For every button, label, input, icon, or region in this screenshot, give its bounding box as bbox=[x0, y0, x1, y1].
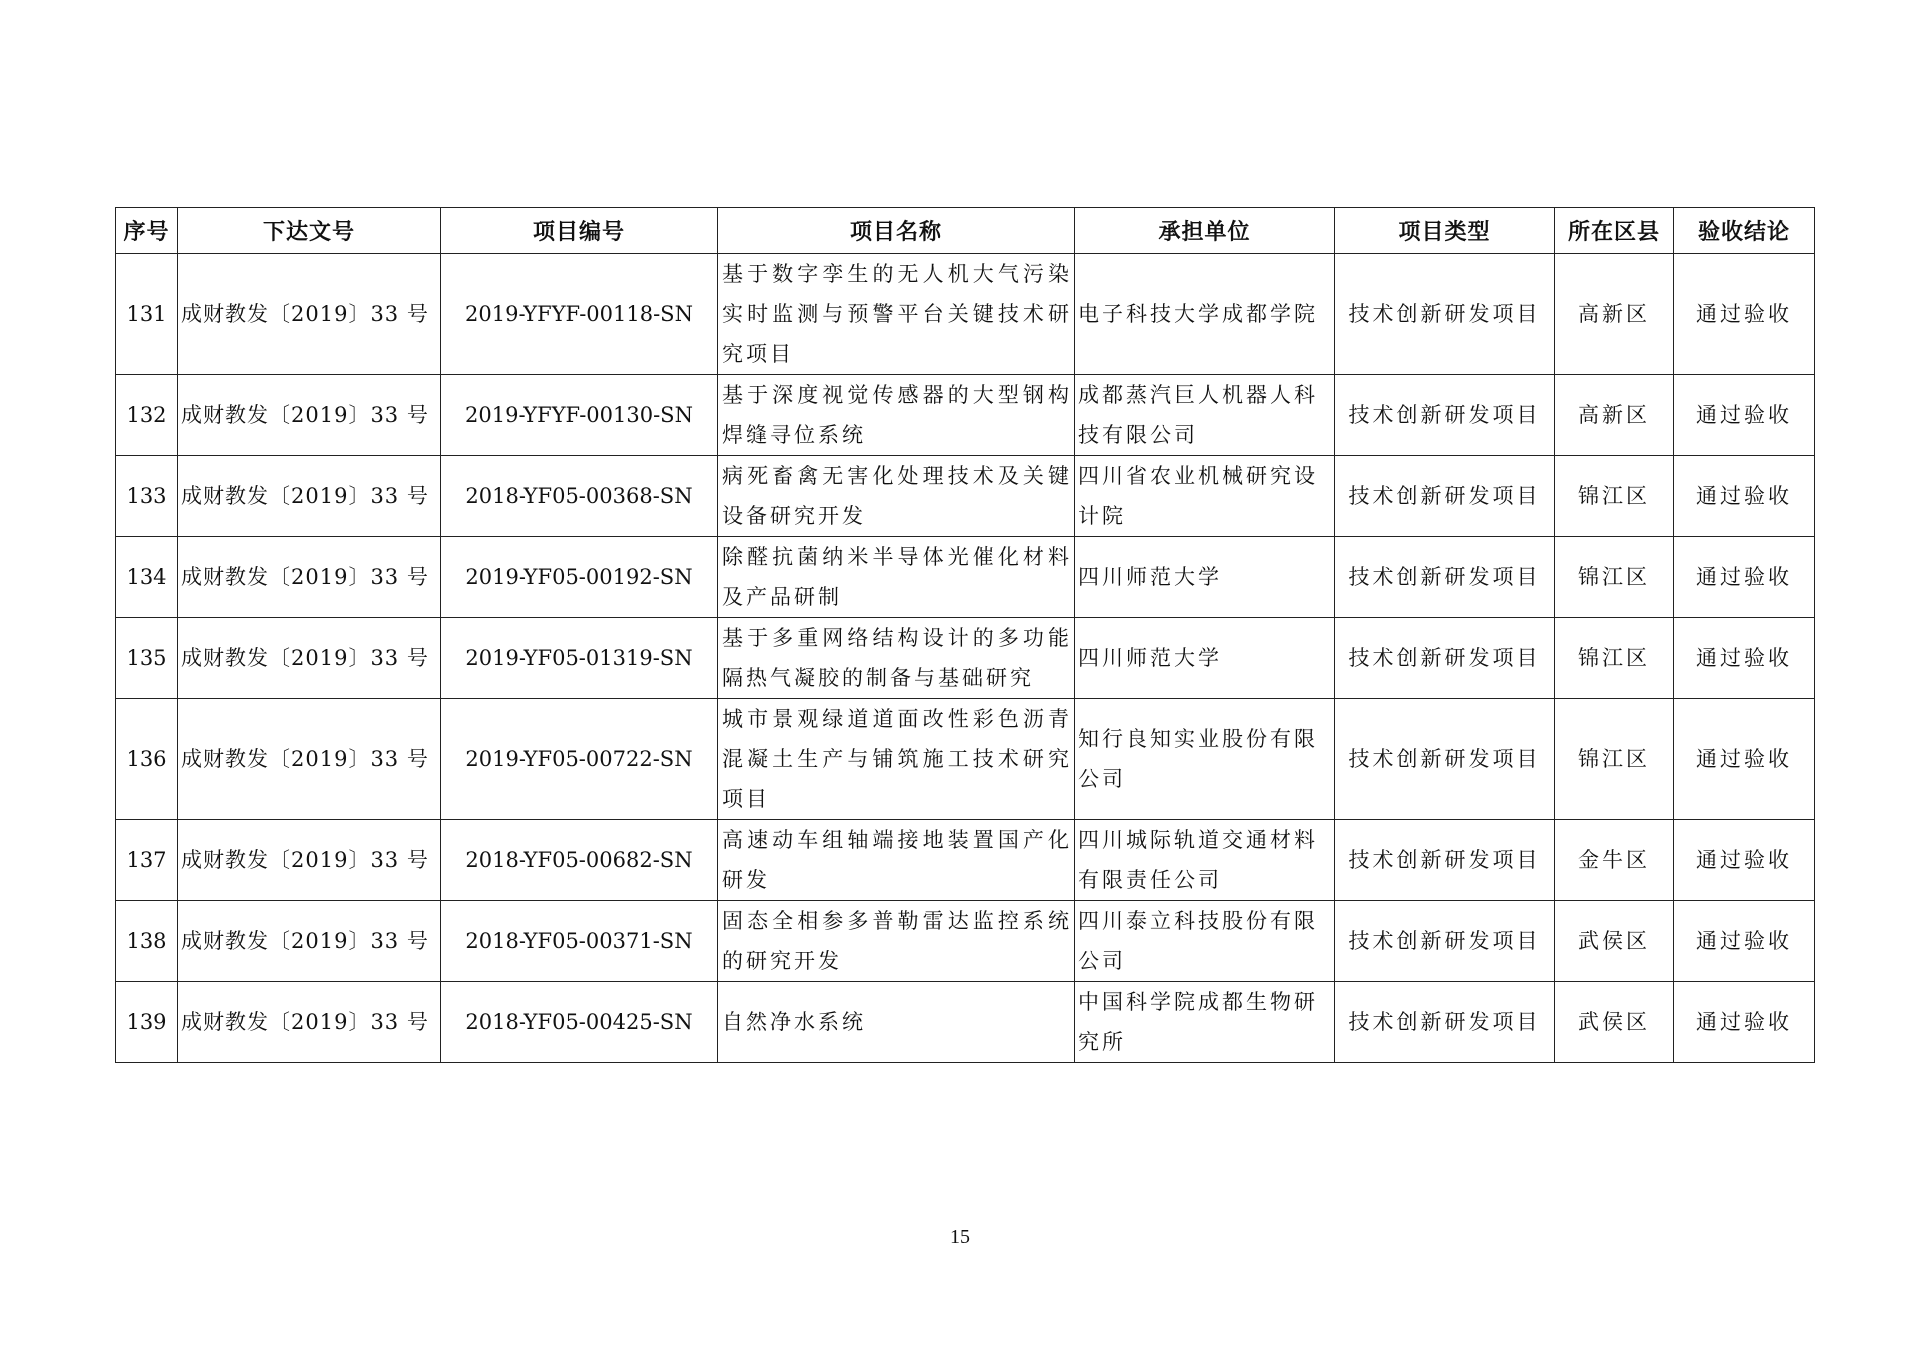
table-row bbox=[116, 254, 1815, 375]
cell-district: 锦江区 bbox=[1555, 537, 1674, 618]
cell-project-type: 技术创新研发项目 bbox=[1335, 254, 1555, 375]
cell-district: 锦江区 bbox=[1555, 699, 1674, 820]
cell-project-type: 技术创新研发项目 bbox=[1335, 537, 1555, 618]
cell-project-name: 基于深度视觉传感器的大型钢构焊缝寻位系统 bbox=[718, 375, 1075, 456]
cell-project-name: 基于数字孪生的无人机大气污染实时监测与预警平台关键技术研究项目 bbox=[718, 254, 1075, 375]
cell-doc-number: 成财教发〔2019〕33 号 bbox=[178, 375, 441, 456]
cell-doc-number: 成财教发〔2019〕33 号 bbox=[178, 537, 441, 618]
table-header-row bbox=[116, 208, 1815, 254]
cell-project-name: 高速动车组轴端接地装置国产化研发 bbox=[718, 820, 1075, 901]
header-project-code: 项目编号 bbox=[441, 208, 718, 254]
cell-project-type: 技术创新研发项目 bbox=[1335, 699, 1555, 820]
cell-no: 132 bbox=[116, 375, 178, 456]
cell-project-code: 2018-YF05-00368-SN bbox=[441, 456, 718, 537]
cell-doc-number: 成财教发〔2019〕33 号 bbox=[178, 901, 441, 982]
cell-no: 131 bbox=[116, 254, 178, 375]
table-row bbox=[116, 456, 1815, 537]
cell-project-name: 自然净水系统 bbox=[718, 982, 1075, 1063]
cell-doc-number: 成财教发〔2019〕33 号 bbox=[178, 618, 441, 699]
cell-undertaking-unit: 成都蒸汽巨人机器人科技有限公司 bbox=[1075, 375, 1335, 456]
cell-project-name: 城市景观绿道道面改性彩色沥青混凝土生产与铺筑施工技术研究项目 bbox=[718, 699, 1075, 820]
cell-acceptance-result: 通过验收 bbox=[1674, 982, 1815, 1063]
cell-undertaking-unit: 四川省农业机械研究设计院 bbox=[1075, 456, 1335, 537]
table-row bbox=[116, 618, 1815, 699]
cell-undertaking-unit: 知行良知实业股份有限公司 bbox=[1075, 699, 1335, 820]
cell-project-type: 技术创新研发项目 bbox=[1335, 901, 1555, 982]
cell-project-code: 2019-YF05-00192-SN bbox=[441, 537, 718, 618]
cell-project-type: 技术创新研发项目 bbox=[1335, 618, 1555, 699]
cell-no: 136 bbox=[116, 699, 178, 820]
cell-district: 高新区 bbox=[1555, 254, 1674, 375]
cell-district: 金牛区 bbox=[1555, 820, 1674, 901]
cell-undertaking-unit: 四川师范大学 bbox=[1075, 537, 1335, 618]
cell-project-code: 2019-YF05-00722-SN bbox=[441, 699, 718, 820]
cell-project-type: 技术创新研发项目 bbox=[1335, 982, 1555, 1063]
cell-no: 138 bbox=[116, 901, 178, 982]
cell-project-name: 病死畜禽无害化处理技术及关键设备研究开发 bbox=[718, 456, 1075, 537]
cell-project-type: 技术创新研发项目 bbox=[1335, 375, 1555, 456]
header-doc-number: 下达文号 bbox=[178, 208, 441, 254]
header-undertaking-unit: 承担单位 bbox=[1075, 208, 1335, 254]
cell-project-type: 技术创新研发项目 bbox=[1335, 820, 1555, 901]
cell-acceptance-result: 通过验收 bbox=[1674, 618, 1815, 699]
header-no: 序号 bbox=[116, 208, 178, 254]
cell-no: 133 bbox=[116, 456, 178, 537]
table-row bbox=[116, 699, 1815, 820]
cell-project-code: 2018-YF05-00371-SN bbox=[441, 901, 718, 982]
header-acceptance-result: 验收结论 bbox=[1674, 208, 1815, 254]
cell-acceptance-result: 通过验收 bbox=[1674, 537, 1815, 618]
cell-no: 135 bbox=[116, 618, 178, 699]
cell-doc-number: 成财教发〔2019〕33 号 bbox=[178, 820, 441, 901]
cell-doc-number: 成财教发〔2019〕33 号 bbox=[178, 254, 441, 375]
table-row bbox=[116, 901, 1815, 982]
header-project-name: 项目名称 bbox=[718, 208, 1075, 254]
cell-undertaking-unit: 四川泰立科技股份有限公司 bbox=[1075, 901, 1335, 982]
cell-project-name: 固态全相参多普勒雷达监控系统的研究开发 bbox=[718, 901, 1075, 982]
cell-project-code: 2018-YF05-00682-SN bbox=[441, 820, 718, 901]
cell-undertaking-unit: 电子科技大学成都学院 bbox=[1075, 254, 1335, 375]
cell-project-code: 2019-YF05-01319-SN bbox=[441, 618, 718, 699]
cell-acceptance-result: 通过验收 bbox=[1674, 901, 1815, 982]
cell-district: 锦江区 bbox=[1555, 456, 1674, 537]
cell-district: 高新区 bbox=[1555, 375, 1674, 456]
table-row bbox=[116, 820, 1815, 901]
cell-project-type: 技术创新研发项目 bbox=[1335, 456, 1555, 537]
table-row bbox=[116, 375, 1815, 456]
cell-no: 134 bbox=[116, 537, 178, 618]
cell-project-code: 2019-YFYF-00130-SN bbox=[441, 375, 718, 456]
cell-doc-number: 成财教发〔2019〕33 号 bbox=[178, 982, 441, 1063]
cell-project-name: 除醛抗菌纳米半导体光催化材料及产品研制 bbox=[718, 537, 1075, 618]
table-row bbox=[116, 537, 1815, 618]
cell-district: 武侯区 bbox=[1555, 901, 1674, 982]
cell-project-code: 2019-YFYF-00118-SN bbox=[441, 254, 718, 375]
cell-no: 137 bbox=[116, 820, 178, 901]
cell-acceptance-result: 通过验收 bbox=[1674, 820, 1815, 901]
cell-doc-number: 成财教发〔2019〕33 号 bbox=[178, 456, 441, 537]
cell-no: 139 bbox=[116, 982, 178, 1063]
cell-acceptance-result: 通过验收 bbox=[1674, 699, 1815, 820]
cell-doc-number: 成财教发〔2019〕33 号 bbox=[178, 699, 441, 820]
cell-district: 武侯区 bbox=[1555, 982, 1674, 1063]
cell-project-code: 2018-YF05-00425-SN bbox=[441, 982, 718, 1063]
table-body bbox=[116, 254, 1815, 1063]
table-row bbox=[116, 982, 1815, 1063]
cell-acceptance-result: 通过验收 bbox=[1674, 375, 1815, 456]
cell-acceptance-result: 通过验收 bbox=[1674, 254, 1815, 375]
cell-project-name: 基于多重网络结构设计的多功能隔热气凝胶的制备与基础研究 bbox=[718, 618, 1075, 699]
cell-district: 锦江区 bbox=[1555, 618, 1674, 699]
cell-undertaking-unit: 中国科学院成都生物研究所 bbox=[1075, 982, 1335, 1063]
cell-undertaking-unit: 四川师范大学 bbox=[1075, 618, 1335, 699]
page-number: 15 bbox=[950, 1226, 970, 1248]
cell-undertaking-unit: 四川城际轨道交通材料有限责任公司 bbox=[1075, 820, 1335, 901]
header-project-type: 项目类型 bbox=[1335, 208, 1555, 254]
header-district: 所在区县 bbox=[1555, 208, 1674, 254]
project-acceptance-table bbox=[115, 207, 1815, 1063]
cell-acceptance-result: 通过验收 bbox=[1674, 456, 1815, 537]
